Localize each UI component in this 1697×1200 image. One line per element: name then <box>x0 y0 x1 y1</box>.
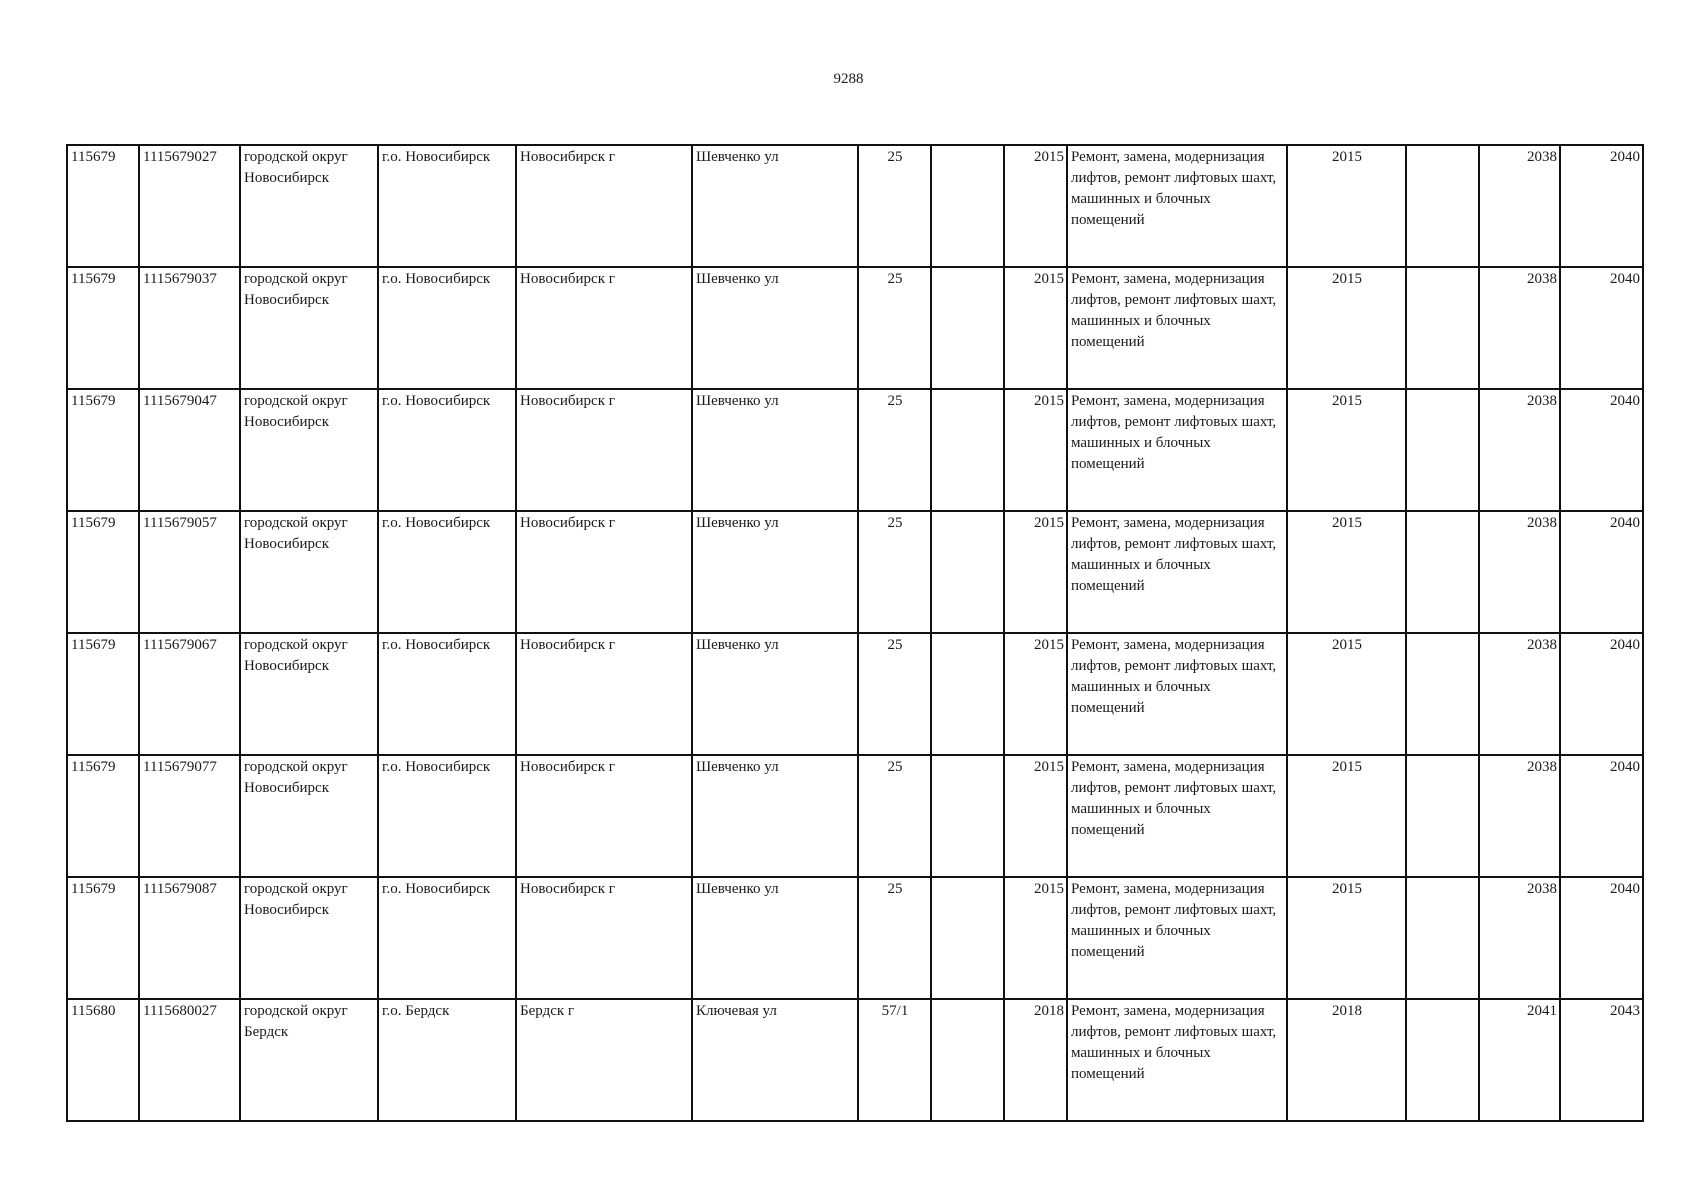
table-row <box>67 877 1643 999</box>
cell-work: Ремонт, замена, модернизация лифтов, ремонт лифтовых шахт, машинных и блочных помещений <box>1067 511 1287 633</box>
table-row <box>67 511 1643 633</box>
cell-year-to: 2040 <box>1560 877 1643 999</box>
cell-year-from: 2038 <box>1479 389 1560 511</box>
cell-year-work: 2015 <box>1287 877 1406 999</box>
table-row <box>67 755 1643 877</box>
cell-year-from: 2038 <box>1479 755 1560 877</box>
cell-year-work: 2015 <box>1287 755 1406 877</box>
cell-locality: Новосибирск г <box>516 389 692 511</box>
cell-building <box>931 999 1004 1121</box>
cell-year-to: 2040 <box>1560 633 1643 755</box>
cell-work: Ремонт, замена, модернизация лифтов, ремонт лифтовых шахт, машинных и блочных помещений <box>1067 633 1287 755</box>
cell-blank <box>1406 511 1479 633</box>
cell-street: Шевченко ул <box>692 877 858 999</box>
cell-blank <box>1406 755 1479 877</box>
cell-locality: Новосибирск г <box>516 877 692 999</box>
cell-locality: Новосибирск г <box>516 633 692 755</box>
cell-year-from: 2038 <box>1479 145 1560 267</box>
cell-blank <box>1406 877 1479 999</box>
cell-house: 57/1 <box>858 999 931 1121</box>
cell-year-to: 2040 <box>1560 145 1643 267</box>
cell-year-built: 2015 <box>1004 145 1067 267</box>
cell-code: 1115679057 <box>139 511 240 633</box>
cell-municipality: г.о. Новосибирск <box>378 389 516 511</box>
cell-id: 115679 <box>67 511 139 633</box>
cell-building <box>931 755 1004 877</box>
cell-district: городской округ Новосибирск <box>240 511 378 633</box>
cell-house: 25 <box>858 389 931 511</box>
cell-year-from: 2038 <box>1479 267 1560 389</box>
cell-municipality: г.о. Новосибирск <box>378 633 516 755</box>
cell-blank <box>1406 389 1479 511</box>
cell-municipality: г.о. Новосибирск <box>378 145 516 267</box>
cell-district: городской округ Бердск <box>240 999 378 1121</box>
cell-year-work: 2015 <box>1287 511 1406 633</box>
cell-municipality: г.о. Новосибирск <box>378 511 516 633</box>
cell-building <box>931 267 1004 389</box>
cell-building <box>931 389 1004 511</box>
cell-id: 115679 <box>67 145 139 267</box>
cell-year-from: 2038 <box>1479 633 1560 755</box>
cell-id: 115679 <box>67 633 139 755</box>
cell-street: Шевченко ул <box>692 145 858 267</box>
cell-municipality: г.о. Новосибирск <box>378 877 516 999</box>
cell-code: 1115679087 <box>139 877 240 999</box>
cell-street: Шевченко ул <box>692 389 858 511</box>
cell-locality: Новосибирск г <box>516 267 692 389</box>
cell-code: 1115679067 <box>139 633 240 755</box>
cell-year-to: 2040 <box>1560 389 1643 511</box>
cell-year-built: 2015 <box>1004 267 1067 389</box>
cell-year-to: 2040 <box>1560 755 1643 877</box>
cell-street: Шевченко ул <box>692 755 858 877</box>
cell-house: 25 <box>858 267 931 389</box>
cell-blank <box>1406 267 1479 389</box>
cell-year-to: 2040 <box>1560 267 1643 389</box>
page-number: 9288 <box>833 71 864 87</box>
cell-year-built: 2015 <box>1004 633 1067 755</box>
cell-street: Ключевая ул <box>692 999 858 1121</box>
cell-street: Шевченко ул <box>692 267 858 389</box>
cell-year-built: 2015 <box>1004 877 1067 999</box>
cell-house: 25 <box>858 877 931 999</box>
cell-blank <box>1406 999 1479 1121</box>
cell-year-built: 2015 <box>1004 511 1067 633</box>
cell-street: Шевченко ул <box>692 633 858 755</box>
table-row <box>67 999 1643 1121</box>
cell-id: 115679 <box>67 755 139 877</box>
cell-locality: Новосибирск г <box>516 511 692 633</box>
cell-district: городской округ Новосибирск <box>240 755 378 877</box>
cell-year-from: 2038 <box>1479 877 1560 999</box>
cell-id: 115680 <box>67 999 139 1121</box>
cell-district: городской округ Новосибирск <box>240 389 378 511</box>
cell-work: Ремонт, замена, модернизация лифтов, ремонт лифтовых шахт, машинных и блочных помещений <box>1067 999 1287 1121</box>
cell-locality: Новосибирск г <box>516 145 692 267</box>
cell-year-built: 2015 <box>1004 755 1067 877</box>
cell-street: Шевченко ул <box>692 511 858 633</box>
cell-code: 1115680027 <box>139 999 240 1121</box>
cell-year-from: 2038 <box>1479 511 1560 633</box>
cell-building <box>931 633 1004 755</box>
cell-year-work: 2015 <box>1287 633 1406 755</box>
cell-blank <box>1406 145 1479 267</box>
table-row <box>67 389 1643 511</box>
cell-year-to: 2040 <box>1560 511 1643 633</box>
cell-id: 115679 <box>67 389 139 511</box>
registry-table <box>66 144 1644 1122</box>
cell-work: Ремонт, замена, модернизация лифтов, ремонт лифтовых шахт, машинных и блочных помещений <box>1067 145 1287 267</box>
cell-house: 25 <box>858 145 931 267</box>
table-row <box>67 633 1643 755</box>
cell-building <box>931 511 1004 633</box>
cell-house: 25 <box>858 511 931 633</box>
cell-code: 1115679077 <box>139 755 240 877</box>
cell-blank <box>1406 633 1479 755</box>
cell-id: 115679 <box>67 877 139 999</box>
cell-work: Ремонт, замена, модернизация лифтов, ремонт лифтовых шахт, машинных и блочных помещений <box>1067 877 1287 999</box>
cell-building <box>931 145 1004 267</box>
cell-municipality: г.о. Новосибирск <box>378 267 516 389</box>
cell-year-built: 2018 <box>1004 999 1067 1121</box>
cell-work: Ремонт, замена, модернизация лифтов, ремонт лифтовых шахт, машинных и блочных помещений <box>1067 267 1287 389</box>
cell-code: 1115679027 <box>139 145 240 267</box>
cell-year-work: 2015 <box>1287 389 1406 511</box>
cell-locality: Бердск г <box>516 999 692 1121</box>
cell-year-work: 2015 <box>1287 267 1406 389</box>
table-row <box>67 145 1643 267</box>
cell-house: 25 <box>858 633 931 755</box>
cell-district: городской округ Новосибирск <box>240 877 378 999</box>
cell-locality: Новосибирск г <box>516 755 692 877</box>
cell-building <box>931 877 1004 999</box>
table-body <box>67 145 1643 1121</box>
cell-work: Ремонт, замена, модернизация лифтов, ремонт лифтовых шахт, машинных и блочных помещений <box>1067 389 1287 511</box>
cell-year-to: 2043 <box>1560 999 1643 1121</box>
cell-municipality: г.о. Новосибирск <box>378 755 516 877</box>
cell-district: городской округ Новосибирск <box>240 267 378 389</box>
cell-district: городской округ Новосибирск <box>240 633 378 755</box>
cell-work: Ремонт, замена, модернизация лифтов, ремонт лифтовых шахт, машинных и блочных помещений <box>1067 755 1287 877</box>
cell-year-built: 2015 <box>1004 389 1067 511</box>
cell-district: городской округ Новосибирск <box>240 145 378 267</box>
cell-code: 1115679037 <box>139 267 240 389</box>
cell-id: 115679 <box>67 267 139 389</box>
cell-house: 25 <box>858 755 931 877</box>
cell-year-work: 2018 <box>1287 999 1406 1121</box>
cell-code: 1115679047 <box>139 389 240 511</box>
table-row <box>67 267 1643 389</box>
cell-year-from: 2041 <box>1479 999 1560 1121</box>
cell-year-work: 2015 <box>1287 145 1406 267</box>
cell-municipality: г.о. Бердск <box>378 999 516 1121</box>
